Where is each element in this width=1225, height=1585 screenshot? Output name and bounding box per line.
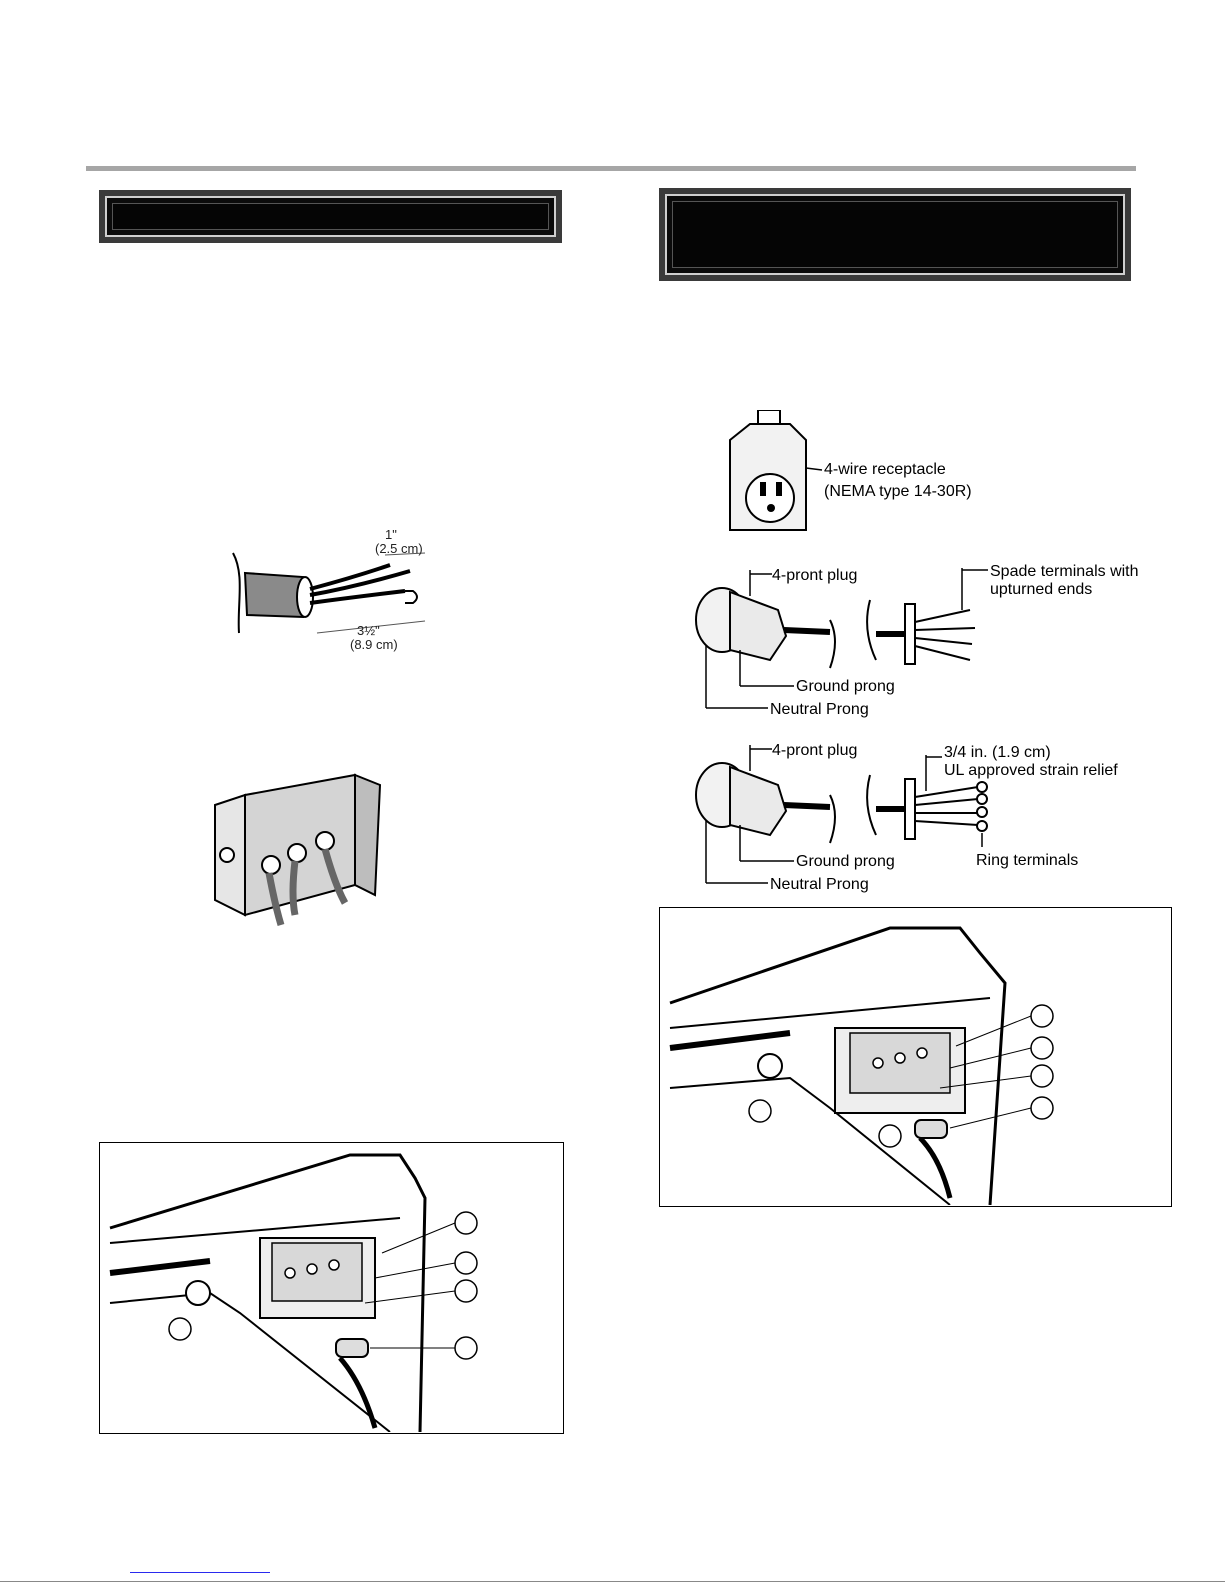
terminal-block-diagram <box>205 765 395 935</box>
spade-label-1: Spade terminals with <box>990 563 1139 580</box>
section-banner-left <box>99 190 562 243</box>
relief-label-2: UL approved strain relief <box>944 762 1118 779</box>
header-rule <box>86 166 1136 171</box>
neutral-label: Neutral Prong <box>770 876 869 893</box>
section-banner-right <box>659 188 1131 281</box>
dim-1in-metric: (2.5 cm) <box>375 541 423 556</box>
dim-1in: 1" <box>385 527 397 542</box>
dim-3half: 3½" <box>357 623 380 638</box>
receptacle-label-2: (NEMA type 14-30R) <box>824 483 972 500</box>
dryer-back-panel-4wire <box>660 908 1170 1205</box>
wiring-illustration-right <box>659 907 1172 1207</box>
rings-label: Ring terminals <box>976 852 1079 869</box>
cord-strip-diagram <box>225 525 440 665</box>
plug-spade-diagram <box>690 560 1170 725</box>
plug-ring-diagram <box>690 735 1170 900</box>
receptacle-label-1: 4-wire receptacle <box>824 461 946 478</box>
dryer-back-panel-3wire <box>100 1143 562 1432</box>
receptacle-diagram <box>720 410 1020 540</box>
dim-3half-metric: (8.9 cm) <box>350 637 398 652</box>
ground-label: Ground prong <box>796 678 895 695</box>
relief-label-1: 3/4 in. (1.9 cm) <box>944 744 1051 761</box>
bottom-rule <box>0 1581 1225 1582</box>
plug-label: 4-pront plug <box>772 567 858 584</box>
ground-label: Ground prong <box>796 853 895 870</box>
footer-link-underline <box>130 1572 270 1573</box>
wiring-illustration-left <box>99 1142 564 1434</box>
neutral-label: Neutral Prong <box>770 701 869 718</box>
plug-label: 4-pront plug <box>772 742 858 759</box>
spade-label-2: upturned ends <box>990 581 1093 598</box>
